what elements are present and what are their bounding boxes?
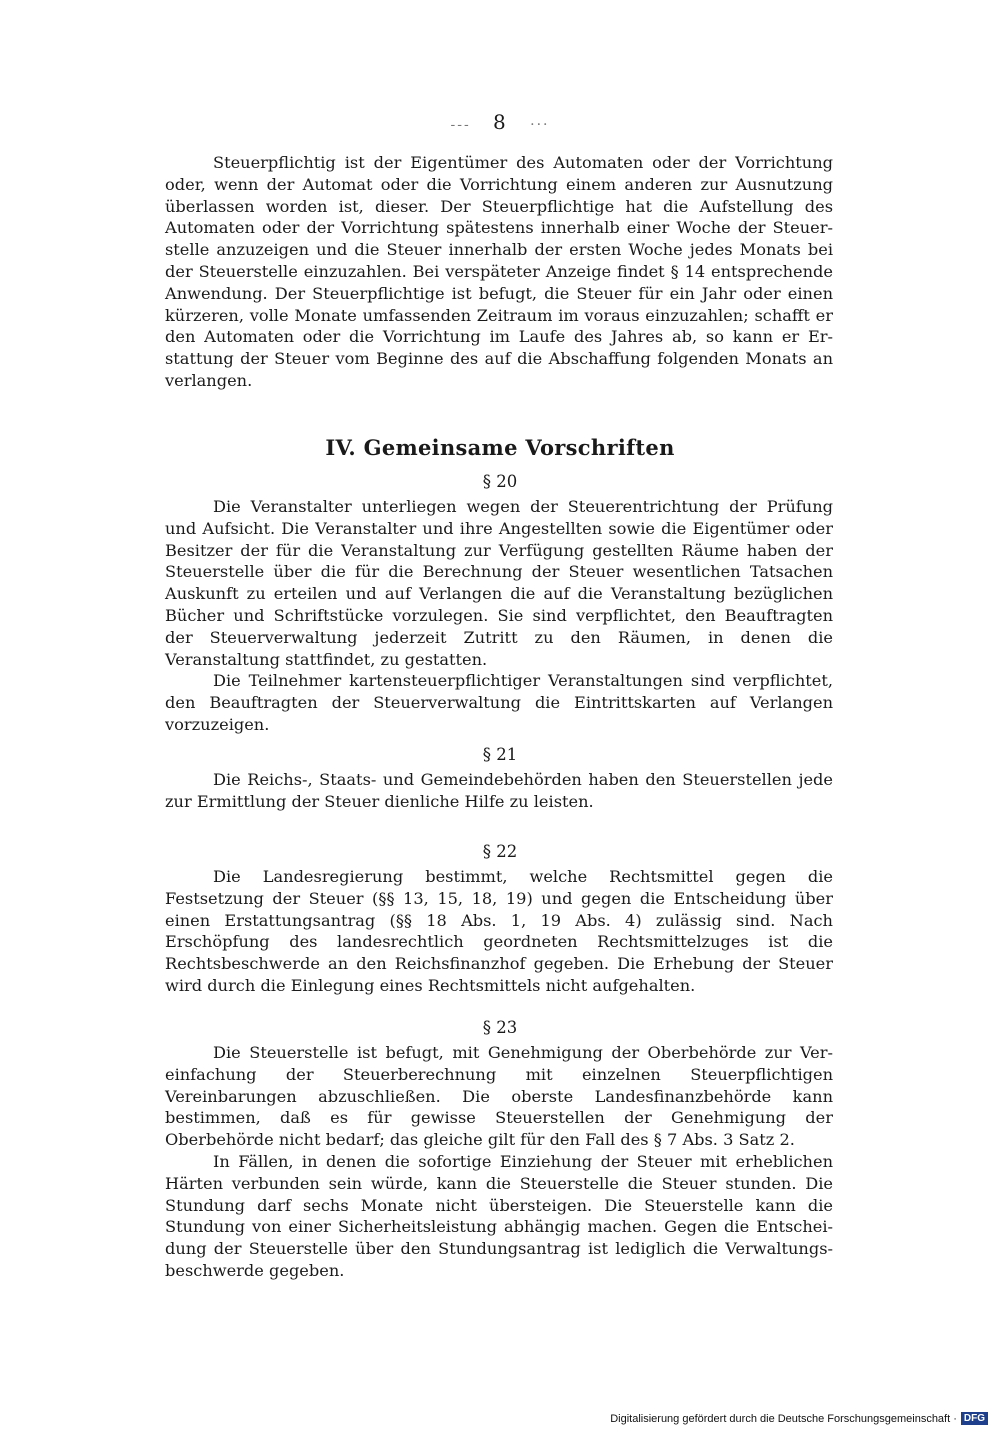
section-20-body: [165, 496, 833, 736]
section-title-22: § 22: [482, 842, 518, 861]
footer-text: Digitalisierung gefördert durch die Deutsche Forschungsgemeinschaft ·: [610, 1412, 957, 1425]
section-23-paragraph-1: Die Steuerstelle ist befugt, mit Genehmigung der Oberbehörde zur Vereinfachung der Steuerberechnung mit einzelnen Steuerpflichtigen Vereinbarungen abzuschließen. Die oberste Landesfinanzbehörde kann bestimmen, daß es für gewisse Steuerstellen der Genehmigung der Oberbehörde nicht bedarf; das gleiche gilt für den Fall des § 7 Abs. 3 Satz 2.: [165, 1043, 833, 1150]
chapter-heading: IV. Gemeinsame Vorschriften: [325, 435, 675, 460]
section-22-paragraph-1: Die Landesregierung bestimmt, welche Rechtsmittel gegen die Festsetzung der Steuer (§§ 13, 15, 18, 19) und gegen die Entscheidung über einen Erstattungsantrag (§§ 18 Abs. 1, 19 Abs. 4) zulässig sind. Nach Erschöpfung des landesrechtlich geordneten Rechtsmittelzuges ist die Rechtsbeschwerde an den Reichsfinanzhof gegeben. Die Erhebung der Steuer wird durch die Einlegung eines Rechtsmittels nicht aufgehalten.: [165, 867, 833, 995]
page-number-dash-right: ···: [530, 117, 550, 133]
section-23-body: [165, 1042, 833, 1282]
page-number-line: [0, 110, 1000, 134]
section-22-body: [165, 866, 833, 997]
section-21-paragraph-1: Die Reichs-, Staats- und Gemeindebehörden haben den Steuerstellen jede zur Ermittlung der Steuer dienliche Hilfe zu leisten.: [165, 770, 833, 811]
page-number-dash-left: ---: [450, 117, 471, 133]
page-number: 8: [493, 110, 508, 134]
section-20-paragraph-1: Die Veranstalter unterliegen wegen der Steuerentrichtung der Prüfung und Aufsicht. Die Veranstalter und ihre Angestellten sowie die Eigentümer oder Besitzer der für die Veranstaltung zur Verfügung gestellten Räume haben der Steuerstelle über die für die Berechnung der Steuer wesentlichen Tatsachen Auskunft zu erteilen und auf Verlangen die auf die Veranstaltung bezüglichen Bücher und Schriftstücke vorzulegen. Sie sind verpflichtet, den Beauftragten der Steuerverwaltung jederzeit Zutritt zu den Räumen, in denen die Veranstaltung stattfindet, zu gestatten.: [165, 497, 833, 669]
footer-credit: [610, 1412, 988, 1425]
intro-block: [165, 152, 833, 392]
section-23-paragraph-2: In Fällen, in denen die sofortige Einziehung der Steuer mit erheblichen Härten verbunden sein würde, kann die Steuerstelle die Steuer stunden. Die Stundung darf sechs Monate nicht übersteigen. Die Steuerstelle kann die Stundung von einer Sicherheitsleistung abhängig machen. Gegen die Entscheidung der Steuerstelle über den Stundungsantrag ist lediglich die Verwaltungsbeschwerde gegeben.: [165, 1151, 833, 1280]
section-title-23: § 23: [482, 1018, 518, 1037]
section-20-paragraph-2: Die Teilnehmer kartensteuerpflichtiger Veranstaltungen sind verpflichtet, den Beauftragten der Steuerverwaltung die Eintrittskarten auf Verlangen vorzuzeigen.: [165, 671, 833, 734]
intro-paragraph: Steuerpflichtig ist der Eigentümer des Automaten oder der Vorrichtung oder, wenn der Automat oder die Vorrichtung einem anderen zur Ausnutzung überlassen worden ist, dieser. Der Steuerpflichtige hat die Aufstellung des Automaten oder der Vorrichtung spätestens innerhalb einer Woche der Steuerstelle anzuzeigen und die Steuer innerhalb der ersten Woche jedes Monats bei der Steuerstelle einzuzahlen. Bei verspäteter Anzeige findet § 14 entsprechende Anwendung. Der Steuerpflichtige ist befugt, die Steuer für ein Jahr oder einen kürzeren, volle Monate umfassenden Zeitraum im voraus einzuzahlen; schafft er den Automaten oder die Vorrichtung im Laufe des Jahres ab, so kann er Erstattung der Steuer vom Beginne des auf die Abschaffung folgenden Monats an verlangen.: [165, 153, 833, 390]
section-title-21: § 21: [482, 745, 518, 764]
dfg-logo-icon: DFG: [961, 1412, 988, 1425]
section-title-20: § 20: [482, 472, 518, 491]
section-21-body: [165, 769, 833, 813]
